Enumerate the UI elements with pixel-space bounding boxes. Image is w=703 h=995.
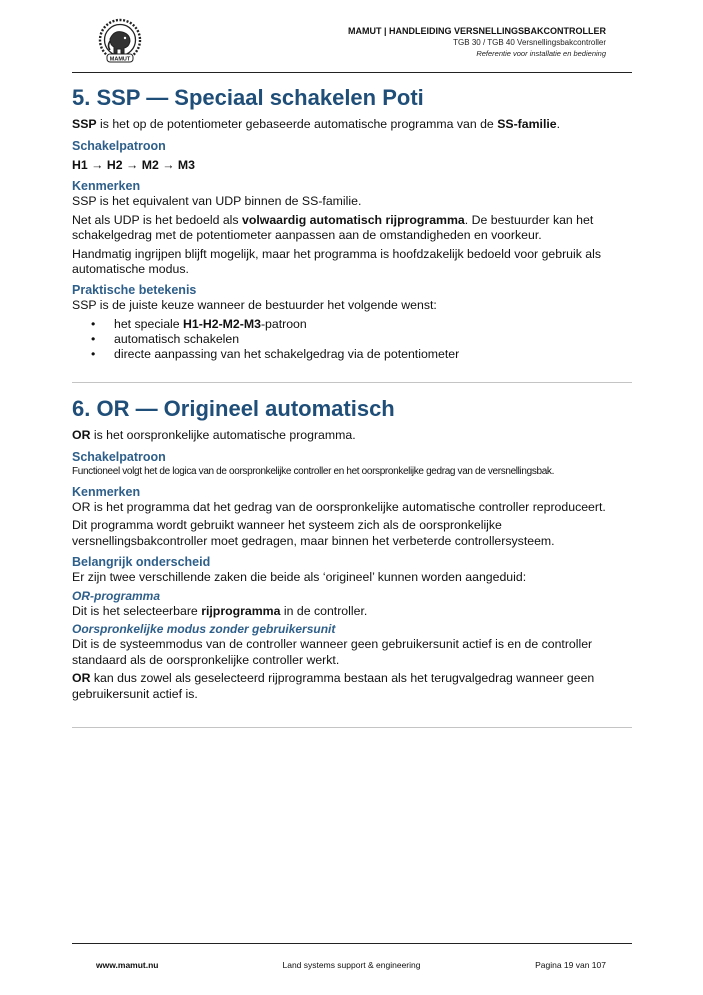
list-item: • automatisch schakelen bbox=[72, 332, 632, 347]
ssp-bullet-list bbox=[72, 317, 632, 362]
or-program-heading: OR-programma bbox=[72, 588, 161, 603]
ssp-practical-intro: SSP is de juiste keuze wanneer de bestuurder het volgende wenst: bbox=[72, 297, 437, 312]
or-pattern-heading: Schakelpatroon bbox=[72, 449, 166, 464]
footer-tagline: Land systems support & engineering bbox=[282, 960, 421, 970]
or-features-heading: Kenmerken bbox=[72, 484, 141, 499]
or-features-p2: Dit programma wordt gebruikt wanneer het systeem zich als de oorspronkelijke versnellingsbakcontroller moet gedragen, maar binnen het verbeterde controllersysteem. bbox=[72, 518, 555, 548]
list-item: • het speciale H1-H2-M2-M3-patroon bbox=[72, 317, 632, 332]
ssp-features-heading: Kenmerken bbox=[72, 179, 141, 193]
header-title: MAMUT | HANDLEIDING VERSNELLINGSBAKCONTROLLER bbox=[347, 26, 606, 36]
ssp-features-p3: Handmatig ingrijpen blijft mogelijk, maar het programma is hoofdzakelijk bedoeld voor gebruik als automatische modus. bbox=[72, 246, 602, 276]
or-pattern-text: Functioneel volgt het de logica van de oorspronkelijke controller en het oorspronkelijke gedrag van de versnellingsbak. bbox=[72, 465, 554, 477]
section-or bbox=[72, 396, 632, 702]
ssp-features-p2: Net als UDP is het bedoeld als volwaardig automatisch rijprogramma. De bestuurder kan het schakelgedrag met de potentiometer aanpassen aan de omstandigheden en voorkeur. bbox=[72, 212, 594, 242]
or-closing: OR kan dus zowel als geselecteerd rijprogramma bestaan als het terugvalgedrag wanneer geen gebruikersunit actief is. bbox=[72, 671, 595, 701]
ssp-pattern-heading: Schakelpatroon bbox=[72, 138, 166, 153]
document-header bbox=[348, 26, 606, 59]
orig-mode-text: Dit is de systeemmodus van de controller wanneer geen gebruikersunit actief is en de controller standaard als de oorspronkelijke controller werkt. bbox=[72, 637, 593, 667]
or-program-text: Dit is het selecteerbare rijprogramma in de controller. bbox=[72, 603, 368, 618]
ssp-pattern: H1 → H2 → M2 → M3 bbox=[72, 157, 195, 172]
section-divider bbox=[72, 382, 632, 383]
or-intro: OR is het oorspronkelijke automatische programma. bbox=[72, 428, 356, 442]
section-title: 5. SSP — Speciaal schakelen Poti bbox=[72, 85, 424, 110]
or-important-heading: Belangrijk onderscheid bbox=[72, 555, 211, 569]
header-divider bbox=[72, 72, 632, 73]
or-features-p1: OR is het programma dat het gedrag van de oorspronkelijke automatische controller reproduceert. bbox=[72, 499, 606, 514]
footer-website: www.mamut.nu bbox=[96, 960, 159, 970]
ssp-intro: SSP is het op de potentiometer gebaseerde automatische programma van de SS-familie. bbox=[72, 117, 561, 131]
orig-mode-heading: Oorspronkelijke modus zonder gebruikersunit bbox=[72, 622, 336, 636]
list-item: • directe aanpassing van het schakelgedrag via de potentiometer bbox=[72, 347, 632, 362]
page-number: Pagina 19 van 107 bbox=[535, 960, 606, 970]
header-subtitle: TGB 30 / TGB 40 Versnellingsbakcontroller bbox=[453, 38, 606, 47]
section-divider bbox=[72, 727, 632, 728]
footer-divider bbox=[72, 943, 632, 944]
ssp-practical-heading: Praktische betekenis bbox=[72, 282, 197, 297]
logo-text: MAMUT bbox=[109, 56, 131, 63]
ssp-features-p1: SSP is het equivalent van UDP binnen de SS-familie. bbox=[72, 194, 362, 208]
or-important-intro: Er zijn twee verschillende zaken die beide als ‘origineel’ kunnen worden aangeduid: bbox=[72, 570, 527, 584]
section-title: 6. OR — Origineel automatisch bbox=[72, 396, 395, 421]
header-note: Referentie voor installatie en bediening bbox=[476, 49, 606, 58]
section-ssp bbox=[72, 85, 632, 362]
mamut-logo bbox=[94, 17, 146, 65]
